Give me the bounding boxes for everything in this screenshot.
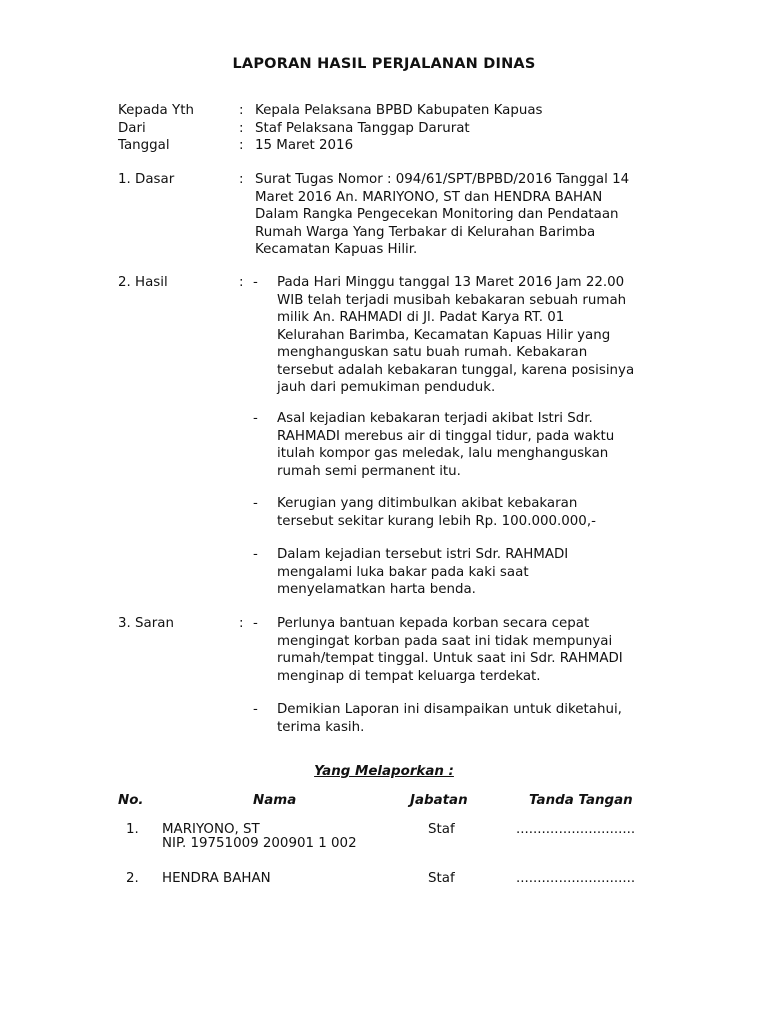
- hasil-2-line: rumah semi permanent itu.: [277, 463, 461, 479]
- hasil-4-line: mengalami luka bakar pada kaki saat: [277, 564, 529, 580]
- hasil-2-line: itulah kompor gas meledak, lalu menghanguskan: [277, 446, 609, 461]
- bullet-dash: -: [253, 496, 258, 511]
- header-value-tanggal: 15 Maret 2016: [255, 138, 354, 153]
- saran-2-line: terima kasih.: [277, 719, 365, 735]
- bullet-dash: -: [253, 616, 258, 631]
- header-colon: :: [239, 103, 244, 118]
- col-header-tanda-tangan: Tanda Tangan: [529, 793, 633, 808]
- header-label-dari: Dari: [118, 120, 146, 136]
- hasil-1-line: tersebut adalah kebakaran tunggal, karena posisinya: [277, 362, 635, 378]
- hasil-1-line: Kelurahan Barimba, Kecamatan Kapuas Hilir yang: [277, 327, 611, 343]
- saran-2-line: Demikian Laporan ini disampaikan untuk diketahui,: [277, 702, 622, 717]
- sig-row-ttd: ............................: [516, 822, 636, 837]
- saran-1-line: Perlunya bantuan kepada korban secara cepat: [277, 616, 590, 631]
- sig-row-no: 2.: [126, 871, 139, 886]
- bullet-dash: -: [253, 411, 258, 426]
- dasar-line: Dalam Rangka Pengecekan Monitoring dan Pendataan: [255, 207, 619, 222]
- saran-1-line: mengingat korban pada saat ini tidak mempunyai: [277, 633, 613, 649]
- section-colon: :: [239, 275, 244, 290]
- col-header-nama: Nama: [253, 793, 297, 808]
- sig-row-jabatan: Staf: [428, 822, 455, 837]
- hasil-1-line: milik An. RAHMADI di Jl. Padat Karya RT. 01: [277, 310, 565, 325]
- hasil-1-line: Pada Hari Minggu tanggal 13 Maret 2016 Jam 22.00: [277, 275, 625, 290]
- hasil-1-line: menghanguskan satu buah rumah. Kebakaran: [277, 345, 588, 360]
- hasil-1-line: jauh dari pemukiman penduduk.: [277, 380, 496, 395]
- hasil-2-line: Asal kejadian kebakaran terjadi akibat Istri Sdr.: [277, 411, 593, 426]
- dasar-line: Kecamatan Kapuas Hilir.: [255, 242, 418, 257]
- header-colon: :: [239, 120, 244, 136]
- hasil-3-line: tersebut sekitar kurang lebih Rp. 100.000.000,-: [277, 513, 596, 529]
- section-label-hasil: 2. Hasil: [118, 275, 168, 290]
- bullet-dash: -: [253, 547, 258, 562]
- header-label-tanggal: Tanggal: [118, 138, 170, 153]
- sig-row-nama: HENDRA BAHAN: [162, 871, 271, 886]
- header-value-dari: Staf Pelaksana Tanggap Darurat: [255, 120, 470, 136]
- hasil-4-line: menyelamatkan harta benda.: [277, 582, 476, 597]
- header-label-kepada: Kepada Yth: [118, 103, 194, 118]
- sig-row-no: 1.: [126, 822, 139, 837]
- col-header-no: No.: [118, 793, 144, 808]
- dasar-line: Surat Tugas Nomor : 094/61/SPT/BPBD/2016 Tanggal 14: [255, 172, 630, 187]
- sig-row-nip: NIP. 19751009 200901 1 002: [162, 836, 357, 851]
- hasil-1-line: WIB telah terjadi musibah kebakaran sebuah rumah: [277, 292, 627, 308]
- section-label-dasar: 1. Dasar: [118, 172, 175, 187]
- col-header-jabatan: Jabatan: [410, 793, 468, 808]
- section-label-saran: 3. Saran: [118, 616, 174, 631]
- hasil-3-line: Kerugian yang ditimbulkan akibat kebakaran: [277, 496, 578, 511]
- section-colon: :: [239, 172, 244, 187]
- sig-row-nama: MARIYONO, ST: [162, 822, 260, 837]
- bullet-dash: -: [253, 702, 258, 717]
- header-value-kepada: Kepala Pelaksana BPBD Kabupaten Kapuas: [255, 103, 543, 118]
- bullet-dash: -: [253, 275, 258, 290]
- signature-heading: Yang Melaporkan :: [314, 764, 454, 779]
- dasar-line: Rumah Warga Yang Terbakar di Kelurahan Barimba: [255, 224, 596, 240]
- sig-row-jabatan: Staf: [428, 871, 455, 886]
- saran-1-line: rumah/tempat tinggal. Untuk saat ini Sdr. RAHMADI: [277, 651, 623, 666]
- header-colon: :: [239, 138, 244, 153]
- hasil-4-line: Dalam kejadian tersebut istri Sdr. RAHMADI: [277, 547, 569, 562]
- saran-1-line: menginap di tempat keluarga terdekat.: [277, 668, 541, 684]
- section-colon: :: [239, 616, 244, 631]
- sig-row-ttd: ............................: [516, 871, 636, 886]
- dasar-line: Maret 2016 An. MARIYONO, ST dan HENDRA BAHAN: [255, 189, 603, 205]
- document-title: LAPORAN HASIL PERJALANAN DINAS: [232, 56, 536, 72]
- hasil-2-line: RAHMADI merebus air di tinggal tidur, pada waktu: [277, 428, 615, 444]
